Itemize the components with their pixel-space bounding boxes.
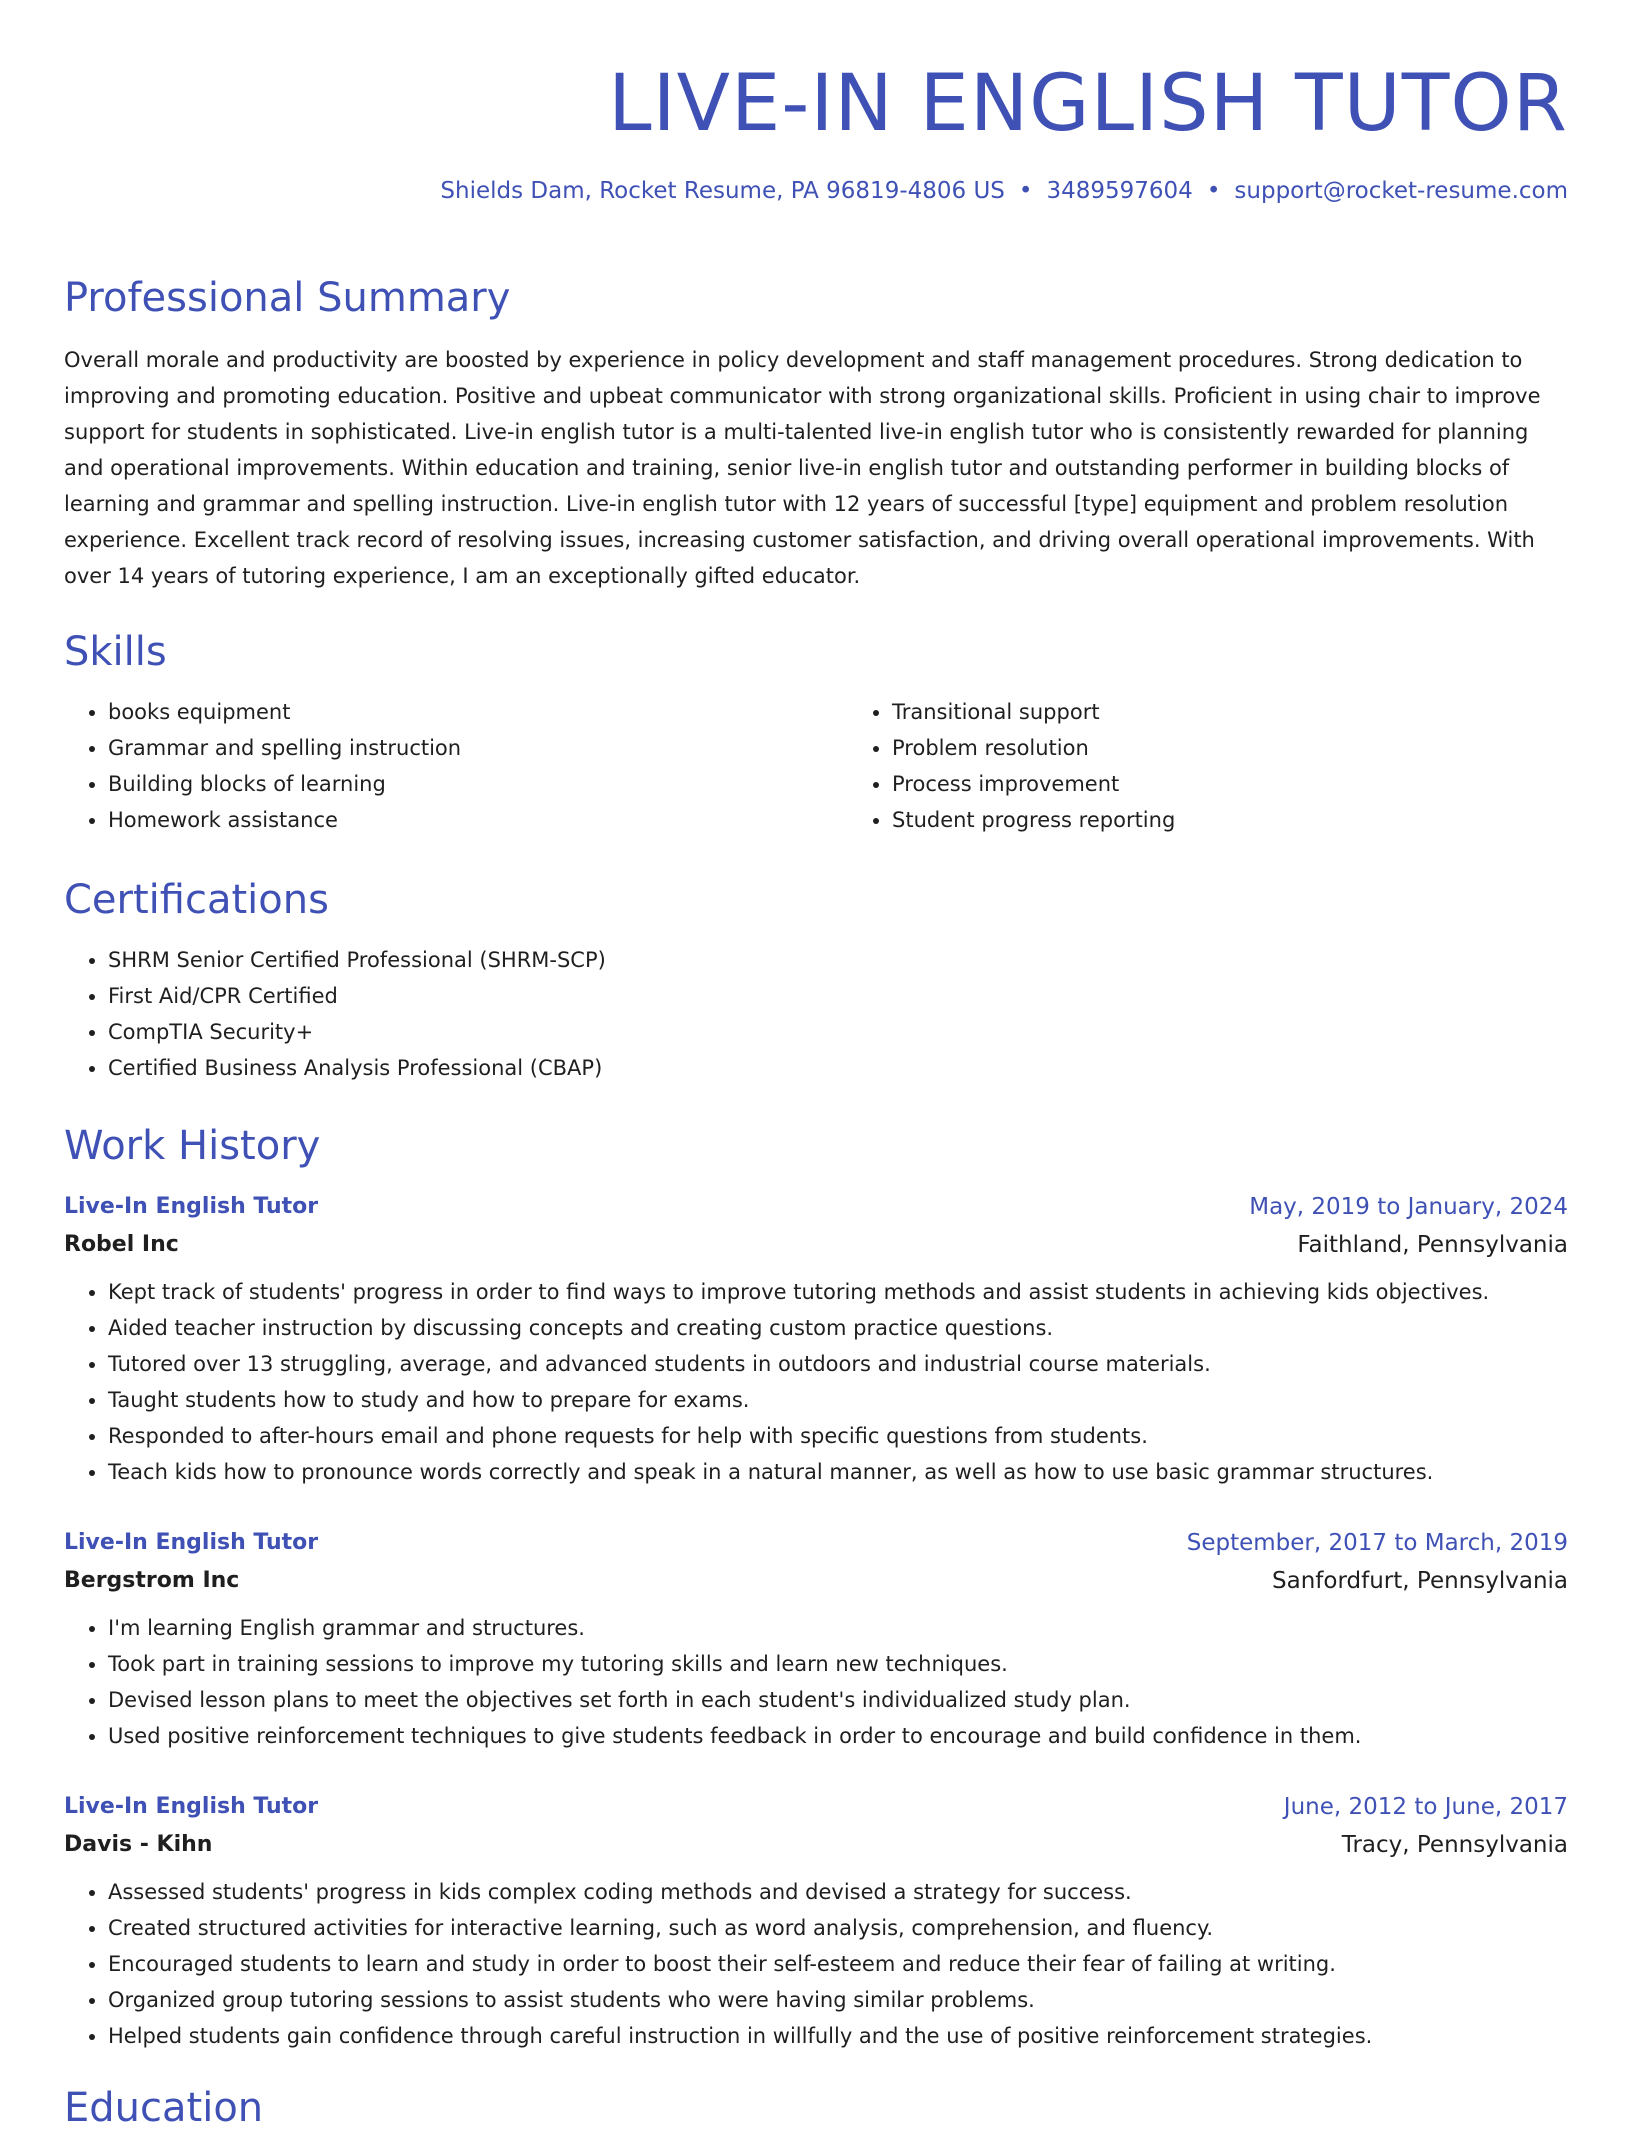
job-bullet: • Took part in training sessions to improve my tutoring skills and learn new techniques. — [108, 1646, 1568, 1682]
job-bullets — [64, 1610, 1568, 1754]
job-bullet: • Helped students gain confidence through careful instruction in willfully and the use of positive reinforcement strategies. — [108, 2018, 1568, 2054]
contact-separator: • — [1206, 178, 1221, 204]
skill-item: • books equipment — [108, 694, 848, 730]
job-title: Live-In English Tutor — [64, 1794, 319, 1819]
job-bullet: • Organized group tutoring sessions to assist students who were having similar problems. — [108, 1982, 1568, 2018]
contact-email: support@rocket-resume.com — [1234, 178, 1568, 204]
job-bullet: • Teach kids how to pronounce words correctly and speak in a natural manner, as well as how to use basic grammar structures. — [108, 1454, 1568, 1490]
certifications-heading: Certifications — [64, 877, 329, 923]
summary-heading: Professional Summary — [64, 275, 511, 321]
certifications-list — [64, 942, 1568, 1086]
job-company: Davis - Kihn — [64, 1832, 213, 1857]
job-bullet: • Assessed students' progress in kids complex coding methods and devised a strategy for success. — [108, 1874, 1568, 1910]
summary-text: Overall morale and productivity are boosted by experience in policy development and staff management procedures. Strong dedication to improving and promoting education. Positive and upbeat communicator with strong organizational skills. Proficient in using chair to improve support for students in sophisticated. Live-in english tutor is a multi-talented live-in english tutor who is consistently rewarded for planning and operational improvements. Within education and training, senior live-in english tutor and outstanding performer in building blocks of learning and grammar and spelling instruction. Live-in english tutor with 12 years of successful [type] equipment and problem resolution experience. Excellent track record of resolving issues, increasing customer satisfaction, and driving overall operational improvements. With over 14 years of tutoring experience, I am an exceptionally gifted educator. — [64, 348, 1541, 588]
contact-address: Shields Dam, Rocket Resume, PA 96819-4806 US — [440, 178, 1005, 204]
contact-separator: • — [1018, 178, 1033, 204]
job-bullet: • Kept track of students' progress in order to find ways to improve tutoring methods and assist students in achieving kids objectives. — [108, 1274, 1568, 1310]
job-bullet: • Responded to after-hours email and phone requests for help with specific questions from students. — [108, 1418, 1568, 1454]
certification-item: • First Aid/CPR Certified — [108, 978, 1568, 1014]
certification-item: • SHRM Senior Certified Professional (SHRM-SCP) — [108, 942, 1568, 978]
skill-item: • Building blocks of learning — [108, 766, 848, 802]
education-heading: Education — [64, 2085, 264, 2131]
skills-left-list — [64, 694, 848, 838]
job-dates: May, 2019 to January, 2024 — [1249, 1194, 1568, 1220]
skills-columns — [64, 694, 1568, 838]
job-bullet: • Taught students how to study and how to prepare for exams. — [108, 1382, 1568, 1418]
work-history-heading: Work History — [64, 1123, 321, 1169]
certification-item: • Certified Business Analysis Professional (CBAP) — [108, 1050, 1568, 1086]
job-entry — [64, 1188, 1568, 1490]
job-bullets — [64, 1874, 1568, 2054]
job-location: Tracy, Pennsylvania — [1341, 1832, 1568, 1858]
skill-item: • Grammar and spelling instruction — [108, 730, 848, 766]
job-location: Faithland, Pennsylvania — [1297, 1232, 1568, 1258]
job-dates: September, 2017 to March, 2019 — [1186, 1530, 1568, 1556]
job-bullets — [64, 1274, 1568, 1490]
job-bullet: • Encouraged students to learn and study in order to boost their self-esteem and reduce their fear of failing at writing. — [108, 1946, 1568, 1982]
job-entry — [64, 1788, 1568, 2054]
job-title: Live-In English Tutor — [64, 1530, 319, 1555]
job-bullet: • Used positive reinforcement techniques to give students feedback in order to encourage and build confidence in them. — [108, 1718, 1568, 1754]
job-company: Bergstrom Inc — [64, 1568, 240, 1593]
job-title: Live-In English Tutor — [64, 1194, 319, 1219]
job-bullet: • Created structured activities for interactive learning, such as word analysis, comprehension, and fluency. — [108, 1910, 1568, 1946]
skill-item: • Problem resolution — [892, 730, 1632, 766]
job-location: Sanfordfurt, Pennsylvania — [1272, 1568, 1568, 1594]
job-bullet: • Devised lesson plans to meet the objectives set forth in each student's individualized study plan. — [108, 1682, 1568, 1718]
certification-item: • CompTIA Security+ — [108, 1014, 1568, 1050]
skills-heading: Skills — [64, 629, 167, 675]
skill-item: • Homework assistance — [108, 802, 848, 838]
skills-right-list — [848, 694, 1632, 838]
job-entry — [64, 1524, 1568, 1754]
skill-item: • Process improvement — [892, 766, 1632, 802]
job-dates: June, 2012 to June, 2017 — [1283, 1794, 1568, 1820]
skill-item: • Transitional support — [892, 694, 1632, 730]
resume-name: LIVE-IN ENGLISH TUTOR — [608, 59, 1568, 149]
contact-phone: 3489597604 — [1046, 178, 1193, 204]
job-bullet: • Tutored over 13 struggling, average, and advanced students in outdoors and industrial course materials. — [108, 1346, 1568, 1382]
job-bullet: • Aided teacher instruction by discussing concepts and creating custom practice questions. — [108, 1310, 1568, 1346]
job-bullet: • I'm learning English grammar and structures. — [108, 1610, 1568, 1646]
job-company: Robel Inc — [64, 1232, 179, 1257]
skill-item: • Student progress reporting — [892, 802, 1632, 838]
contact-line — [64, 172, 1568, 210]
